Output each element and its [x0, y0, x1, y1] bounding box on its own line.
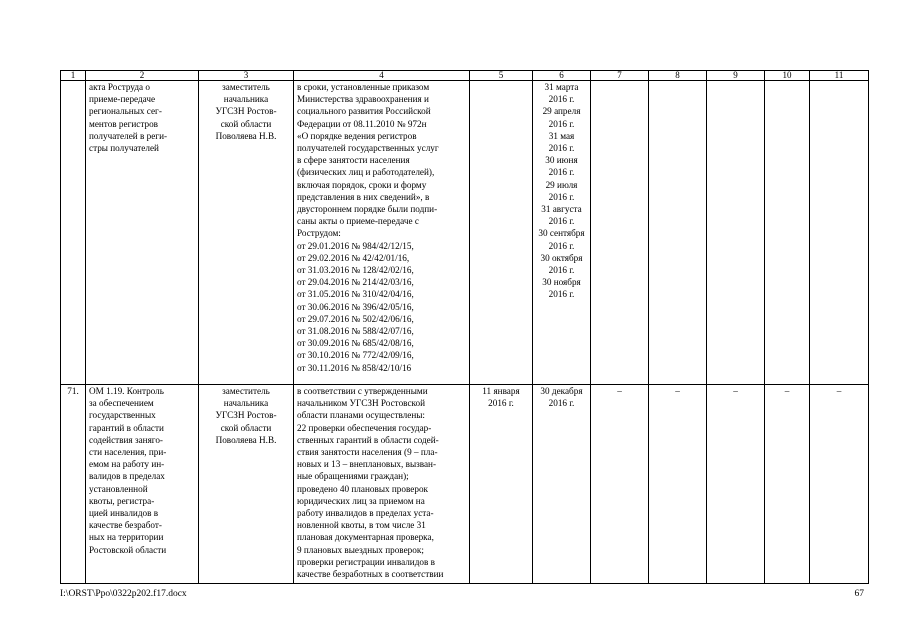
text-line: 2016 г. [548, 167, 575, 178]
text-line: начальника [223, 398, 269, 409]
value-cell: – [707, 385, 765, 584]
text-line: 29 апреля [542, 106, 581, 117]
text-line: УГСЗН Ростов- [215, 106, 277, 117]
start-date-cell [470, 81, 533, 385]
text-line: получателей государственных услуг [297, 143, 439, 154]
text-line: 9 плановых выездных проверок; [297, 544, 424, 555]
end-date-cell [533, 81, 591, 385]
text-line: региональных сег- [89, 106, 162, 117]
text-line: от 30.10.2016 № 772/42/09/16, [297, 350, 414, 361]
text-line: «О порядке ведения регистров [297, 130, 417, 141]
table-header-row [61, 71, 869, 81]
value-cell [810, 81, 869, 385]
text-line: приеме-передаче [89, 94, 156, 105]
text-line: от 30.06.2016 № 396/42/05/16, [297, 301, 414, 312]
text-line: 30 ноября [542, 277, 581, 288]
text-line: валидов в пределах [89, 471, 165, 482]
text-line: ОМ 1.19. Контроль [89, 386, 164, 396]
result-cell [294, 81, 470, 385]
text-line: 2016 г. [548, 94, 575, 105]
text-line: Поволяева Н.В. [215, 130, 277, 141]
value-cell: – [765, 385, 810, 584]
text-line: работу инвалидов в пределах уста- [297, 508, 434, 519]
text-line: включая порядок, сроки и форму [297, 179, 427, 190]
text-line: юридических лиц за приемом на [297, 495, 425, 506]
text-line: от 29.02.2016 № 42/42/01/16, [297, 252, 410, 263]
text-line: новленной квоты, в том числе 31 [297, 520, 426, 531]
text-line: цией инвалидов в [89, 508, 159, 519]
text-line: от 31.05.2016 № 310/42/04/16, [297, 289, 414, 300]
text-line: 22 проверки обеспечения государ- [297, 422, 432, 433]
text-line: 30 июня [545, 155, 578, 166]
text-line: проведено 40 плановых проверок [297, 483, 428, 494]
text-line: от 29.07.2016 № 502/42/06/16, [297, 313, 414, 324]
text-line: Поволяева Н.В. [215, 434, 277, 445]
text-line: 31 мая [548, 130, 575, 141]
header-cell: 2 [86, 71, 199, 81]
text-line: государственных [89, 410, 156, 421]
text-line: ментов регистров [89, 118, 159, 129]
text-line: в сроки, установленные приказом [297, 82, 430, 92]
text-line: 2016 г. [548, 191, 575, 202]
value-cell: – [810, 385, 869, 584]
row-number-cell [61, 81, 86, 385]
header-cell: 6 [533, 71, 591, 81]
text-line: области планами осуществлены: [297, 410, 425, 421]
header-cell: 4 [294, 71, 470, 81]
table-row [61, 81, 869, 385]
text-line: 29 июля [545, 179, 578, 190]
text-line: акта Роструда о [89, 82, 150, 92]
footer-file-path: I:\ORST\Ppo\0322p202.f17.docx [60, 589, 187, 599]
text-line: получателей в реги- [89, 130, 168, 141]
text-line: плановая документарная проверка, [297, 532, 434, 543]
text-line: содействия заняго- [89, 434, 163, 445]
row-number-cell: 71. [61, 385, 86, 584]
text-line: от 30.11.2016 № 858/42/10/16 [297, 362, 412, 373]
text-line: от 29.04.2016 № 214/42/03/16, [297, 277, 414, 288]
text-line: Федерации от 08.11.2010 № 972н [297, 118, 427, 129]
text-line: Министерства здравоохранения и [297, 94, 429, 105]
text-line: 30 октября [540, 252, 583, 263]
text-line: стры получателей [89, 143, 159, 154]
text-line: 2016 г. [548, 265, 575, 276]
text-line: сти населения, при- [89, 447, 167, 458]
text-line: УГСЗН Ростов- [215, 410, 277, 421]
value-cell: – [649, 385, 707, 584]
text-line: за обеспечением [89, 398, 154, 409]
text-line: ных на территории [89, 532, 164, 543]
text-line: установленной [89, 483, 148, 494]
end-date-cell [533, 385, 591, 584]
text-line: квоты, регистра- [89, 495, 155, 506]
text-line: 2016 г. [548, 240, 575, 251]
text-line: начальника [223, 94, 269, 105]
header-cell: 5 [470, 71, 533, 81]
text-line: Ростовской области [89, 544, 167, 555]
value-cell [765, 81, 810, 385]
text-line: 11 января [482, 386, 520, 396]
text-line: новых и 13 – внеплановых, вызван- [297, 459, 437, 470]
value-cell: – [591, 385, 649, 584]
text-line: 2016 г. [488, 398, 514, 409]
text-line: от 31.03.2016 № 128/42/02/16, [297, 265, 414, 276]
text-line: качестве безработных в соответствии [297, 569, 444, 580]
text-line: ные обращениями граждан); [297, 471, 409, 482]
header-cell: 8 [649, 71, 707, 81]
text-line: ственных гарантий в области содей- [297, 434, 439, 445]
result-cell [294, 385, 470, 584]
header-cell: 11 [810, 71, 869, 81]
text-line: 2016 г. [548, 143, 575, 154]
text-line: проверки регистрации инвалидов в [297, 556, 435, 567]
text-line: начальником УГСЗН Ростовской [297, 398, 426, 409]
header-cell: 3 [199, 71, 294, 81]
document-table [60, 70, 869, 584]
text-line: ской области [220, 118, 272, 129]
text-line: от 29.01.2016 № 984/42/12/15, [297, 240, 414, 251]
text-line: заместитель [222, 386, 270, 396]
text-line: 2016 г. [548, 216, 575, 227]
text-line: от 30.09.2016 № 685/42/08/16, [297, 338, 414, 349]
page-number: 67 [854, 589, 864, 599]
text-line: 2016 г. [548, 118, 575, 129]
header-cell: 1 [61, 71, 86, 81]
responsible-cell [199, 385, 294, 584]
text-line: от 31.08.2016 № 588/42/07/16, [297, 326, 414, 337]
text-line: 30 сентября [538, 228, 585, 239]
text-line: ской области [220, 422, 272, 433]
text-line: ствия занятости населения (9 – пла- [297, 447, 438, 458]
table-row [61, 385, 869, 584]
text-line: двустороннем порядке были подпи- [297, 204, 438, 215]
text-line: 2016 г. [548, 398, 575, 409]
text-line: качестве безработ- [89, 520, 162, 531]
text-line: (физических лиц и работодателей), [297, 167, 435, 178]
activity-cell [86, 81, 199, 385]
responsible-cell [199, 81, 294, 385]
activity-cell [86, 385, 199, 584]
text-line: 31 августа [541, 204, 582, 215]
start-date-cell [470, 385, 533, 584]
text-line: 30 декабря [540, 386, 583, 396]
header-cell: 9 [707, 71, 765, 81]
text-line: 31 марта [544, 82, 579, 92]
text-line: социального развития Российской [297, 106, 431, 117]
text-line: в сфере занятости населения [297, 155, 410, 166]
text-line: в соответствии с утвержденными [297, 386, 428, 396]
text-line: Рострудом: [297, 228, 341, 239]
header-cell: 10 [765, 71, 810, 81]
text-line: саны акты о приеме-передаче с [297, 216, 419, 227]
value-cell [649, 81, 707, 385]
header-cell: 7 [591, 71, 649, 81]
text-line: гарантий в области [89, 422, 164, 433]
text-line: представления в них сведений», в [297, 191, 430, 202]
text-line: емом на работу ин- [89, 459, 165, 470]
value-cell [707, 81, 765, 385]
text-line: заместитель [222, 82, 270, 92]
text-line: 2016 г. [548, 289, 575, 300]
value-cell [591, 81, 649, 385]
